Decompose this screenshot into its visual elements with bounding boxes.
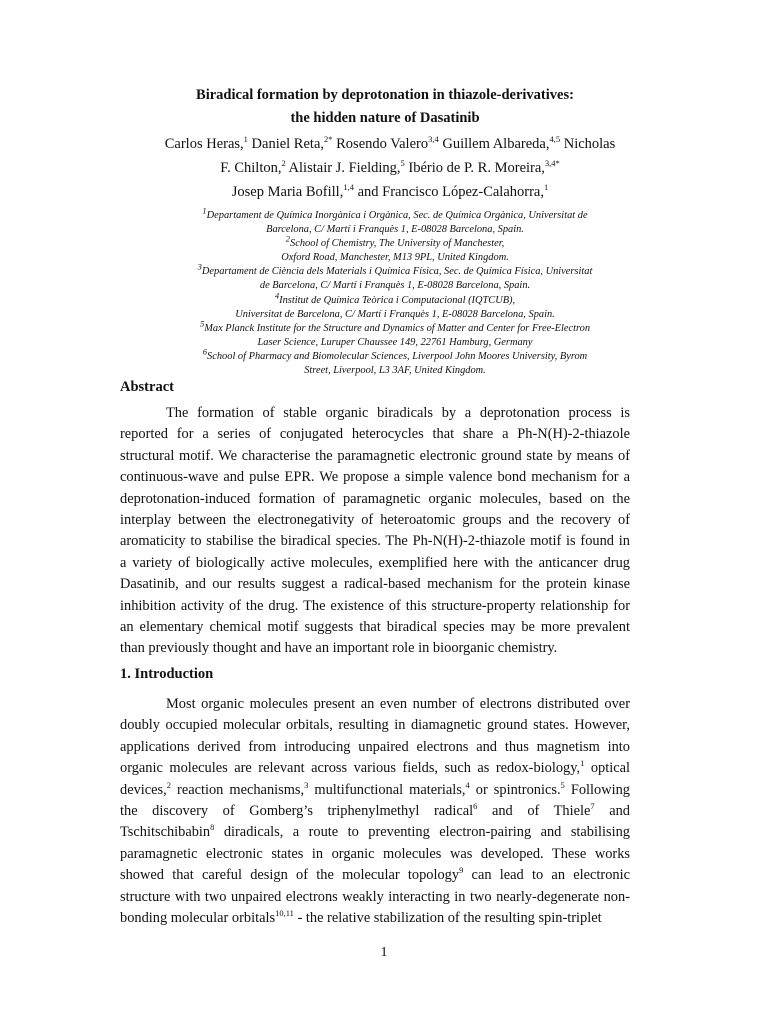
abstract-line: The formation of stable organic biradicals by a deprotonation process is <box>166 405 630 421</box>
affiliation-line: Oxford Road, Manchester, M13 9PL, United Kingdom. <box>281 252 509 264</box>
introduction-line: bonding molecular orbitals$^{10,11}$ - the relative stabilization of the resulting spin-triplet <box>120 908 602 927</box>
affiliation-line: $^6$School of Pharmacy and Biomolecular Sciences, Liverpool John Moores University, Byrom <box>202 346 588 362</box>
superscript-ref: 1 <box>202 205 207 216</box>
author-list <box>120 132 660 204</box>
affiliation-line: Laser Science, Luruper Chaussee 149, 22761 Hamburg, Germany <box>257 336 533 348</box>
affiliation-line: Street, Liverpool, L3 3AF, United Kingdom. <box>304 365 486 377</box>
abstract-line: deprotonation-induced formation of paramagnetic organic molecules, based on the <box>120 490 630 507</box>
abstract-line: continuous-wave and pulse EPR. We propose a simple valence bond mechanism for a <box>120 469 630 486</box>
abstract-body <box>120 403 630 660</box>
abstract-line: inhibition activity of the drug. The existence of this structure-property relationship for <box>120 597 630 614</box>
superscript-ref: 6 <box>473 801 478 812</box>
superscript-ref: 6 <box>202 346 208 357</box>
abstract-line: reported for a series of conjugated heterocycles that share a Ph-N(H)-2-thiazole <box>120 426 630 443</box>
introduction-line: devices,$^2$ reaction mechanisms,$^3$ multifunctional materials,$^4$ or spintronics.$^5$ Following <box>120 779 630 798</box>
abstract-line: Dasatinib, and our results suggest a radical-based mechanism for the protein kinase <box>120 576 630 593</box>
superscript-ref: 5 <box>199 318 205 329</box>
affiliation-line: $^1$Departament de Química Inorgànica i Orgànica, Sec. de Química Orgànica, Universitat de <box>202 205 588 221</box>
superscript-ref: 1 <box>543 182 549 193</box>
author-line: Carlos Heras,$^1$ Daniel Reta,$^{2*}$ Rosendo Valero$^{3,4}$ Guillem Albareda,$^{4,5}$ Nicholas <box>164 134 616 152</box>
abstract-line: an elementary chemical motif suggests that biradical species may be more prevalent <box>120 619 630 636</box>
paper-title <box>120 86 650 127</box>
superscript-ref: 5 <box>560 779 565 790</box>
author-line: F. Chilton,$^2$ Alistair J. Fielding,$^5$ Ibério de P. R. Moreira,$^{3,4*}$ <box>220 158 560 176</box>
abstract-heading: Abstract <box>120 379 174 395</box>
affiliation-line: $^5$Max Planck Institute for the Structure and Dynamics of Matter and Center for Free-Electron <box>199 318 591 334</box>
superscript-ref: 3,4* <box>544 158 560 169</box>
superscript-ref: 10,11 <box>275 908 294 919</box>
affiliation-list <box>160 205 630 378</box>
superscript-ref: 1 <box>243 134 248 145</box>
introduction-line: Tschitschibabin$^8$ diradicals, a route to preventing electron-pairing and stabilising <box>120 822 630 841</box>
author-line: Josep Maria Bofill,$^{1,4}$ and Francisco López-Calahorra,$^1$ <box>231 182 549 200</box>
affiliation-line: $^4$Institut de Química Teòrica i Computacional (IQTCUB), <box>274 290 516 306</box>
superscript-ref: 4 <box>274 290 280 301</box>
affiliation-line: Barcelona, C/ Martí i Franquès 1, E-08028 Barcelona, Spain. <box>266 224 524 236</box>
affiliation-line: de Barcelona, C/ Martí i Franquès 1, E-08028 Barcelona, Spain. <box>259 280 531 292</box>
abstract-line: interplay between the electronegativity of heteroatomic groups and the recovery of <box>120 512 630 529</box>
introduction-line: showed that careful design of the molecular topology$^9$ can lead to an electronic <box>120 865 630 884</box>
superscript-ref: 3,4 <box>428 134 439 145</box>
introduction-line: paramagnetic electronic states in organic molecules was developed. These works <box>120 845 630 862</box>
introduction-line: structure with two unpaired electrons weakly interacting in two nearly-degenerate non- <box>120 888 630 905</box>
affiliation-line: $^3$Departament de Ciència dels Materials i Química Física, Sec. de Química Física, Universitat <box>197 261 593 278</box>
abstract-line: structural motif. We characterise the paramagnetic electronic ground state by means of <box>120 447 630 464</box>
affiliation-line: $^2$School of Chemistry, The University of Manchester, <box>285 233 505 250</box>
superscript-ref: 3 <box>197 261 202 272</box>
page-number: 1 <box>380 945 388 960</box>
introduction-line: doubly occupied molecular orbitals, resulting in diamagnetic ground states. However, <box>120 717 630 734</box>
superscript-ref: 1,4 <box>343 182 354 193</box>
superscript-ref: 2 <box>166 779 171 790</box>
superscript-ref: 5 <box>400 158 405 169</box>
superscript-ref: 4,5 <box>549 134 561 145</box>
superscript-ref: 7 <box>590 801 595 812</box>
introduction-line: organic molecules are relevant across various fields, such as redox-biology,$^1$ optical <box>120 758 630 777</box>
introduction-heading: 1. Introduction <box>120 666 214 682</box>
introduction-body <box>120 694 630 929</box>
introduction-line: applications derived from introducing unpaired electrons and thus magnetism into <box>120 738 630 755</box>
abstract-line: a variety of biologically active molecules, exemplified here with the anticancer drug <box>120 554 630 571</box>
superscript-ref: 9 <box>459 865 464 876</box>
abstract-line: aromaticity to stabilise the biradical species. The Ph-N(H)-2-thiazole motif is found in <box>120 533 630 550</box>
superscript-ref: 4 <box>465 779 470 790</box>
superscript-ref: 3 <box>304 779 309 790</box>
title-line-2: the hidden nature of Dasatinib <box>290 110 480 126</box>
abstract-line: than previously thought and have an important role in bioorganic chemistry. <box>120 640 558 657</box>
introduction-line: Most organic molecules present an even number of electrons distributed over <box>166 696 630 712</box>
superscript-ref: 1 <box>580 758 585 769</box>
affiliation-line: Universitat de Barcelona, C/ Martí i Franquès 1, E-08028 Barcelona, Spain. <box>235 308 555 320</box>
superscript-ref: 2 <box>281 158 286 169</box>
title-line-1: Biradical formation by deprotonation in thiazole-derivatives: <box>196 87 574 103</box>
superscript-ref: 2* <box>324 134 333 145</box>
superscript-ref: 8 <box>210 822 215 833</box>
superscript-ref: 2 <box>285 233 291 244</box>
introduction-line: the discovery of Gomberg’s triphenylmethyl radical$^6$ and of Thiele$^7$ and <box>120 801 630 820</box>
